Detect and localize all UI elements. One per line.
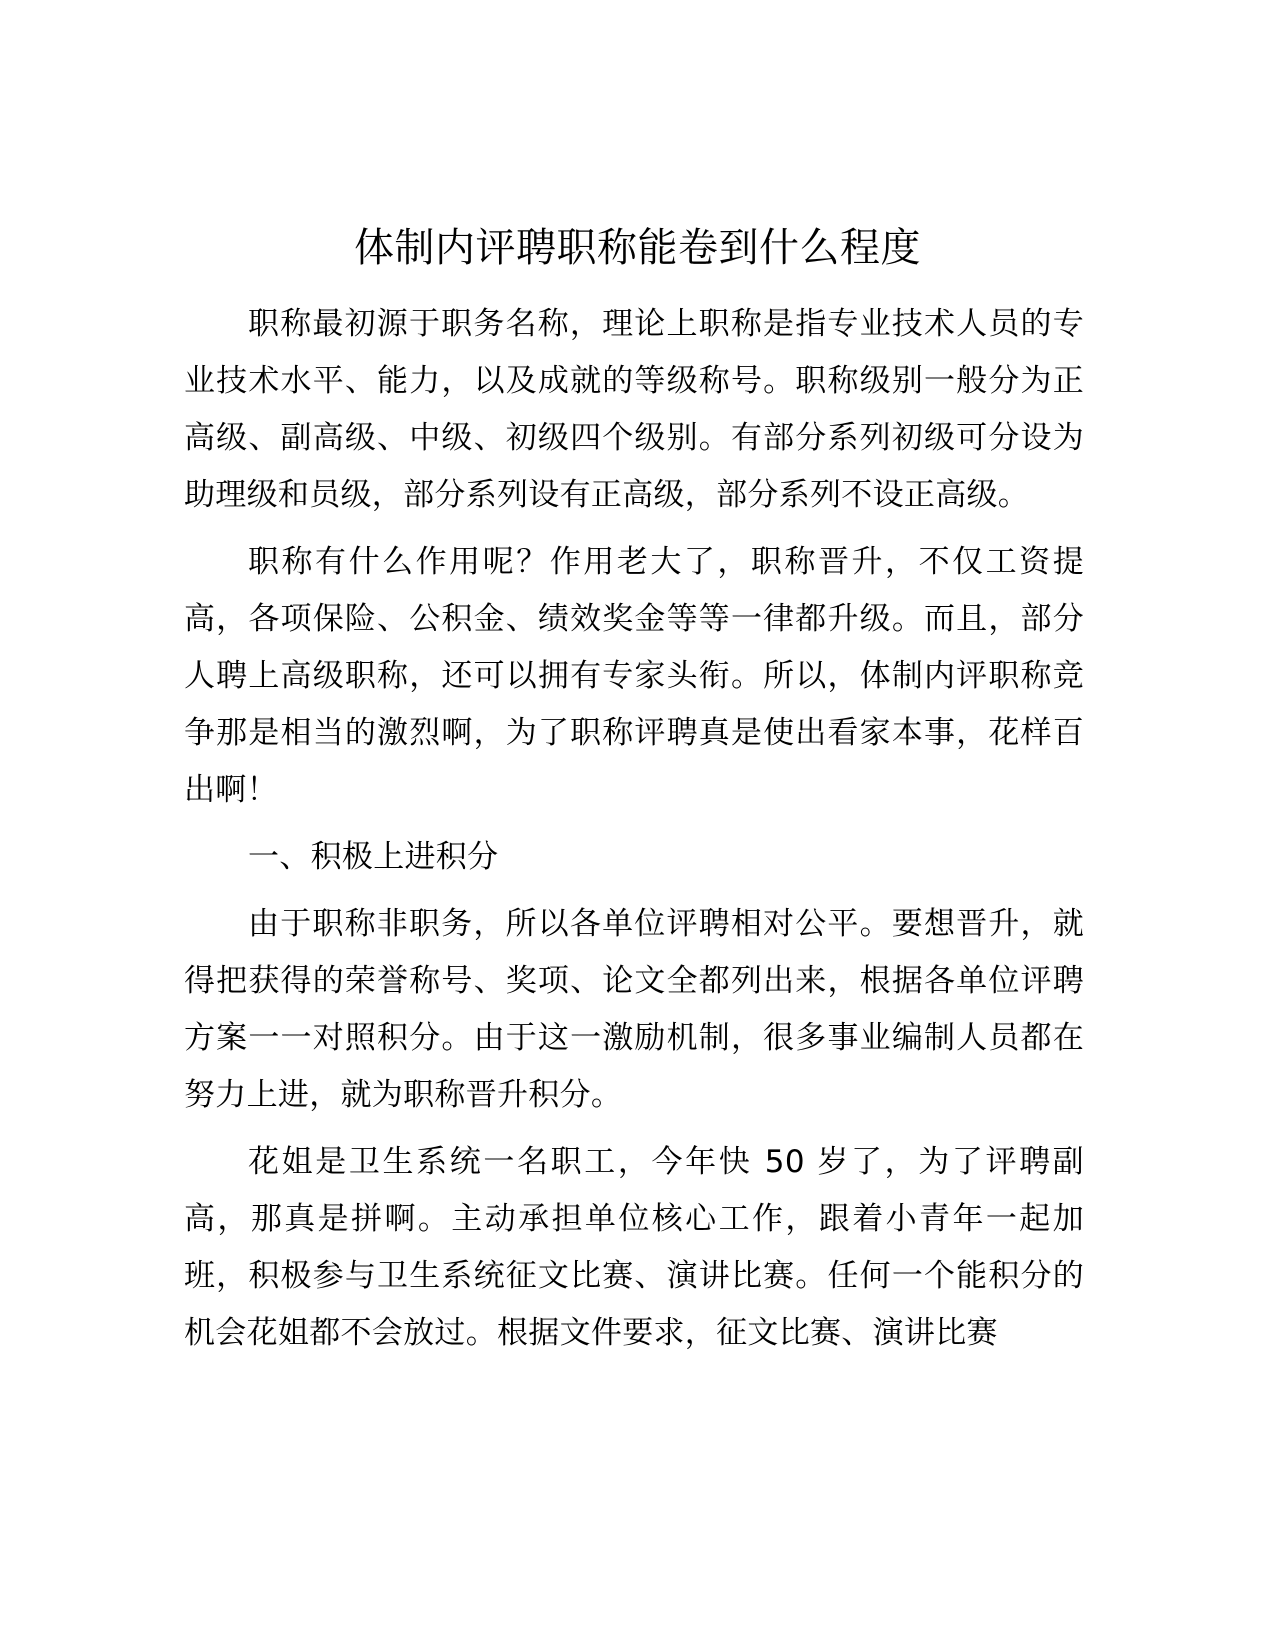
section-heading: 一、积极上进积分 [248, 839, 499, 875]
paragraph-example: 花姐是卫生系统一名职工，今年快 50 岁了，为了评聘副高，那真是拼啊。主动承担单位核心工作，跟着小青年一起加班，积极参与卫生系统征文比赛、演讲比赛。任何一个能积分的机会花姐都不会放过。根据文件要求，征文比赛、演讲比赛 [184, 1144, 1084, 1351]
paragraph-definition: 职称最初源于职务名称，理论上职称是指专业技术人员的专业技术水平、能力，以及成就的等级称号。职称级别一般分为正高级、副高级、中级、初级四个级别。有部分系列初级可分设为助理级和员级，部分系列设有正高级，部分系列不设正高级。 [184, 306, 1084, 513]
document-title: 体制内评聘职称能卷到什么程度 [354, 225, 921, 271]
document-body [184, 296, 1084, 1372]
paragraph-purpose: 职称有什么作用呢？作用老大了，职称晋升，不仅工资提高，各项保险、公积金、绩效奖金等等一律都升级。而且，部分人聘上高级职称，还可以拥有专家头衔。所以，体制内评职称竞争那是相当的激烈啊，为了职称评聘真是使出看家本事，花样百出啊！ [184, 544, 1084, 808]
paragraph-points: 由于职称非职务，所以各单位评聘相对公平。要想晋升，就得把获得的荣誉称号、奖项、论文全都列出来，根据各单位评聘方案一一对照积分。由于这一激励机制，很多事业编制人员都在努力上进，就为职称晋升积分。 [184, 906, 1084, 1113]
